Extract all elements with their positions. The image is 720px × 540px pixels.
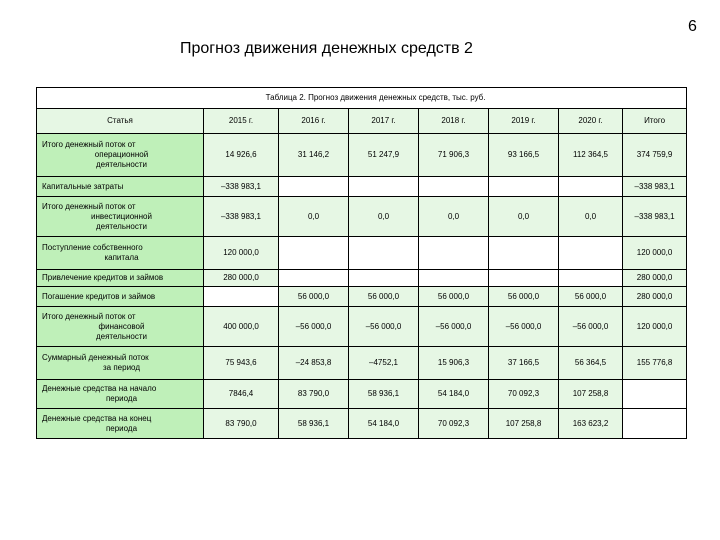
table-cell: [349, 177, 419, 197]
row-label: [37, 409, 204, 439]
table-body: [37, 134, 687, 439]
table-cell: 14 926,6: [204, 134, 279, 177]
row-label-line: Привлечение кредитов и займов: [42, 273, 164, 282]
table-cell: –56 000,0: [489, 307, 559, 347]
table-cell: 58 936,1: [349, 380, 419, 409]
row-label-line: Капитальные затраты: [42, 181, 124, 191]
table-cell: 155 776,8: [623, 347, 687, 380]
table-cell: –56 000,0: [349, 307, 419, 347]
table-cell: [559, 177, 623, 197]
row-label: [37, 270, 204, 287]
header-2015: 2015 г.: [204, 109, 279, 134]
row-label: [37, 134, 204, 177]
table-cell: 70 092,3: [489, 380, 559, 409]
table-cell: 58 936,1: [279, 409, 349, 439]
table-cell: [559, 237, 623, 270]
table-caption: Таблица 2. Прогноз движения денежных средств, тыс. руб.: [37, 88, 687, 109]
table-cell: 70 092,3: [419, 409, 489, 439]
page-number: 6: [688, 18, 697, 35]
row-label-line: инвестиционной: [91, 211, 152, 221]
row-label-line: деятельности: [95, 331, 148, 341]
row-label-line: Итого денежный поток от: [42, 311, 136, 321]
table-cell: [559, 270, 623, 287]
table-cell: 15 906,3: [419, 347, 489, 380]
table-cell: 83 790,0: [204, 409, 279, 439]
table-cell: 37 166,5: [489, 347, 559, 380]
table-row: [37, 307, 687, 347]
page-title: Прогноз движения денежных средств 2: [180, 40, 473, 57]
row-label-line: Итого денежный поток от: [42, 201, 136, 211]
row-label-line: Итого денежный поток от: [42, 140, 136, 149]
table-cell: 112 364,5: [559, 134, 623, 177]
table-cell: –338 983,1: [623, 197, 687, 237]
row-label: [37, 177, 204, 197]
table-cell: [349, 270, 419, 287]
header-total: Итого: [623, 109, 687, 134]
table-cell: [204, 287, 279, 307]
table-row: [37, 409, 687, 439]
table-row: [37, 134, 687, 177]
table-cell: [623, 409, 687, 439]
table-cell: [279, 270, 349, 287]
table-cell: –338 983,1: [204, 197, 279, 237]
header-2019: 2019 г.: [489, 109, 559, 134]
row-label: [37, 307, 204, 347]
table-cell: 280 000,0: [623, 287, 687, 307]
row-label-line: финансовой: [98, 321, 145, 331]
table-cell: [349, 237, 419, 270]
header-article: Статья: [37, 109, 204, 134]
table-cell: 107 258,8: [489, 409, 559, 439]
row-label: [37, 380, 204, 409]
table-cell: –56 000,0: [419, 307, 489, 347]
table-cell: 0,0: [419, 197, 489, 237]
table-row: [37, 287, 687, 307]
table-caption-row: [37, 88, 687, 109]
table-cell: 83 790,0: [279, 380, 349, 409]
table-cell: 400 000,0: [204, 307, 279, 347]
row-label-line: за период: [103, 363, 140, 372]
table-cell: [279, 237, 349, 270]
table-cell: –338 983,1: [204, 177, 279, 197]
table-cell: [489, 270, 559, 287]
table-cell: 107 258,8: [559, 380, 623, 409]
table-row: [37, 347, 687, 380]
table-row: [37, 197, 687, 237]
table-cell: 0,0: [489, 197, 559, 237]
table-cell: 56 364,5: [559, 347, 623, 380]
cash-flow-table: [36, 87, 687, 439]
table-cell: 280 000,0: [204, 270, 279, 287]
table-cell: [623, 380, 687, 409]
row-label: [37, 237, 204, 270]
table-cell: 56 000,0: [489, 287, 559, 307]
table-cell: 54 184,0: [349, 409, 419, 439]
row-label: [37, 287, 204, 307]
table-cell: 120 000,0: [204, 237, 279, 270]
table-cell: 51 247,9: [349, 134, 419, 177]
cash-flow-table-container: [36, 87, 686, 439]
table-cell: 0,0: [279, 197, 349, 237]
row-label-line: деятельности: [95, 221, 148, 231]
table-row: [37, 177, 687, 197]
table-cell: [419, 237, 489, 270]
table-cell: [419, 270, 489, 287]
table-cell: 280 000,0: [623, 270, 687, 287]
table-cell: 56 000,0: [559, 287, 623, 307]
row-label: [37, 347, 204, 380]
table-row: [37, 270, 687, 287]
row-label-line: Погашение кредитов и займов: [42, 291, 156, 301]
table-cell: [419, 177, 489, 197]
table-cell: 374 759,9: [623, 134, 687, 177]
row-label-line: Поступление собственного: [42, 243, 143, 252]
row-label-line: периода: [105, 394, 138, 403]
table-cell: 56 000,0: [279, 287, 349, 307]
row-label: [37, 197, 204, 237]
table-cell: 163 623,2: [559, 409, 623, 439]
table-cell: 0,0: [559, 197, 623, 237]
row-label-line: периода: [105, 423, 138, 433]
table-cell: 71 906,3: [419, 134, 489, 177]
table-row: [37, 380, 687, 409]
header-2018: 2018 г.: [419, 109, 489, 134]
row-label-line: Денежные средства на начало: [42, 384, 157, 393]
table-cell: [489, 237, 559, 270]
table-cell: –4752,1: [349, 347, 419, 380]
row-label-line: Суммарный денежный поток: [42, 353, 149, 362]
row-label-line: операционной: [94, 150, 149, 159]
row-label-line: Денежные средства на конец: [42, 413, 152, 423]
header-2016: 2016 г.: [279, 109, 349, 134]
table-cell: 56 000,0: [349, 287, 419, 307]
table-cell: [489, 177, 559, 197]
table-cell: –56 000,0: [559, 307, 623, 347]
header-2020: 2020 г.: [559, 109, 623, 134]
table-cell: [279, 177, 349, 197]
table-cell: 120 000,0: [623, 237, 687, 270]
table-cell: –24 853,8: [279, 347, 349, 380]
row-label-line: капитала: [104, 253, 139, 262]
table-cell: 7846,4: [204, 380, 279, 409]
table-cell: 0,0: [349, 197, 419, 237]
table-header-row: [37, 109, 687, 134]
table-cell: 56 000,0: [419, 287, 489, 307]
header-2017: 2017 г.: [349, 109, 419, 134]
row-label-line: деятельности: [95, 160, 148, 169]
table-cell: 120 000,0: [623, 307, 687, 347]
table-cell: 75 943,6: [204, 347, 279, 380]
table-cell: 54 184,0: [419, 380, 489, 409]
table-cell: 31 146,2: [279, 134, 349, 177]
table-cell: –338 983,1: [623, 177, 687, 197]
table-cell: –56 000,0: [279, 307, 349, 347]
table-cell: 93 166,5: [489, 134, 559, 177]
table-row: [37, 237, 687, 270]
